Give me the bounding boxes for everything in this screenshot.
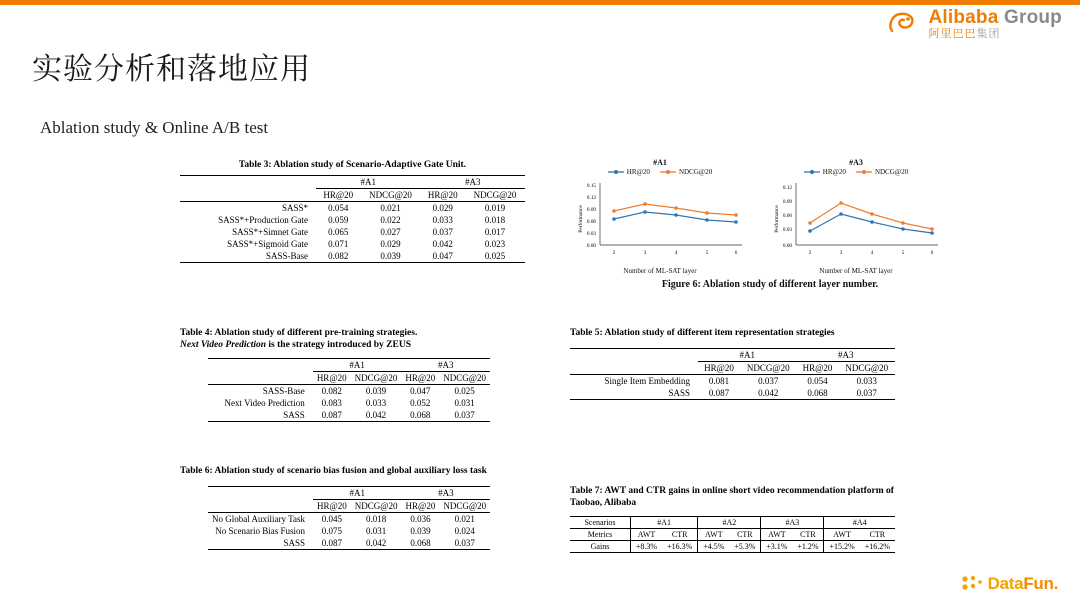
cell: 0.033 bbox=[856, 375, 877, 386]
figure6-block bbox=[570, 158, 970, 290]
cell: +5.3% bbox=[729, 540, 761, 552]
metric: AWT bbox=[761, 528, 793, 540]
row-label: SASS bbox=[208, 409, 313, 422]
cell: 0.042 bbox=[351, 537, 402, 550]
svg-text:Performance: Performance bbox=[774, 205, 780, 233]
legend-item-ndcg bbox=[660, 168, 712, 176]
table6-caption: Table 6: Ablation study of scenario bias fusion and global auxiliary loss task bbox=[180, 466, 487, 476]
cell: 0.054 bbox=[328, 202, 349, 213]
table6-group-a3: #A3 bbox=[402, 486, 491, 499]
svg-text:0.00: 0.00 bbox=[782, 243, 792, 249]
cell: +1.2% bbox=[792, 540, 824, 552]
table4 bbox=[208, 358, 490, 422]
table-row bbox=[180, 226, 525, 238]
figure6-charts bbox=[570, 158, 970, 275]
table6-block bbox=[180, 466, 490, 550]
cell: 0.037 bbox=[758, 375, 779, 386]
cell: +3.1% bbox=[761, 540, 793, 552]
svg-text:0.09: 0.09 bbox=[586, 207, 596, 213]
table7-scenario-a4: #A4 bbox=[824, 516, 895, 528]
svg-text:4: 4 bbox=[674, 250, 678, 256]
table7-scenario-a2: #A2 bbox=[698, 516, 761, 528]
metric: HR@20 bbox=[313, 371, 351, 384]
row-label: SASS*+Simnet Gate bbox=[232, 226, 308, 237]
table7-scenario-a1: #A1 bbox=[631, 516, 698, 528]
cell: 0.068 bbox=[796, 387, 838, 400]
svg-text:0.12: 0.12 bbox=[586, 195, 596, 201]
table-header-row bbox=[570, 516, 895, 528]
cell: 0.021 bbox=[454, 513, 475, 524]
cell: +15.2% bbox=[824, 540, 860, 552]
metric: NDCG@20 bbox=[839, 361, 896, 374]
table-metric-row bbox=[180, 188, 525, 201]
metric: HR@20 bbox=[401, 371, 439, 384]
table-row bbox=[180, 214, 525, 226]
legend-item-ndcg bbox=[856, 168, 908, 176]
cell: 0.082 bbox=[321, 385, 342, 396]
table4-group-a3: #A3 bbox=[401, 358, 490, 371]
row-label: SASS-Base bbox=[262, 385, 305, 396]
table5-block bbox=[570, 328, 900, 400]
svg-text:0.09: 0.09 bbox=[782, 199, 792, 205]
cell: 0.045 bbox=[321, 513, 342, 524]
cell: 0.033 bbox=[365, 397, 387, 408]
cell: 0.059 bbox=[328, 214, 349, 225]
row-label: SASS* bbox=[281, 202, 308, 213]
cell: 0.087 bbox=[698, 387, 740, 400]
legend-label: HR@20 bbox=[626, 168, 650, 176]
cell: 0.018 bbox=[484, 214, 506, 225]
table7-metrics-row bbox=[570, 528, 895, 540]
cell: 0.037 bbox=[839, 387, 896, 400]
cell: 0.017 bbox=[484, 226, 506, 237]
cell: 0.065 bbox=[328, 226, 349, 237]
table-row bbox=[180, 238, 525, 250]
brand-name-en: Alibaba bbox=[928, 7, 999, 28]
metric: NDCG@20 bbox=[740, 361, 796, 374]
table4-caption-italic: Next Video Prediction bbox=[180, 339, 267, 350]
metric: AWT bbox=[698, 528, 730, 540]
row-label: SASS*+Production Gate bbox=[218, 214, 308, 225]
table4-caption-line1: Table 4: Ablation study of different pre-training strategies. bbox=[180, 328, 418, 338]
table6 bbox=[208, 486, 490, 550]
table7-caption: Table 7: AWT and CTR gains in online short video recommendation platform of Taobao, Alibaba bbox=[570, 486, 894, 508]
metric: NDCG@20 bbox=[351, 371, 402, 384]
table-header-row bbox=[180, 175, 525, 188]
cell: 0.037 bbox=[439, 409, 490, 422]
cell: 0.022 bbox=[380, 214, 401, 225]
table4-group-a1: #A1 bbox=[313, 358, 402, 371]
cell: 0.039 bbox=[361, 250, 421, 263]
cell: 0.087 bbox=[313, 537, 351, 550]
table7-gains-header: Gains bbox=[570, 540, 631, 552]
row-label: SASS*+Sigmoid Gate bbox=[227, 238, 308, 249]
table3-metric-2: HR@20 bbox=[420, 188, 465, 201]
cell: 0.068 bbox=[401, 409, 439, 422]
legend-item-hr bbox=[804, 168, 846, 176]
cell: 0.039 bbox=[365, 385, 387, 396]
svg-text:0.06: 0.06 bbox=[586, 219, 596, 225]
table7-gains-row bbox=[570, 540, 895, 552]
cell: 0.083 bbox=[321, 397, 342, 408]
svg-text:0.06: 0.06 bbox=[782, 213, 792, 219]
chart-a1-plot bbox=[570, 177, 750, 267]
cell: 0.042 bbox=[351, 409, 402, 422]
metric: NDCG@20 bbox=[439, 499, 490, 512]
table-row bbox=[208, 525, 490, 537]
brand-group-en: Group bbox=[1004, 7, 1062, 28]
table5-group-a1: #A1 bbox=[698, 348, 796, 361]
svg-text:4: 4 bbox=[870, 250, 874, 256]
table6-group-a1: #A1 bbox=[313, 486, 402, 499]
datafun-logo bbox=[961, 574, 1058, 594]
table-row bbox=[180, 201, 525, 214]
cell: 0.052 bbox=[410, 397, 431, 408]
chart-a3 bbox=[766, 158, 946, 275]
row-label: Single Item Embedding bbox=[604, 375, 690, 386]
cell: 0.031 bbox=[366, 525, 387, 536]
table-header-row bbox=[570, 348, 895, 361]
chart-a1-xlabel: Number of ML-SAT layer bbox=[623, 267, 697, 275]
legend-item-hr bbox=[608, 168, 650, 176]
chart-a1-title: #A1 bbox=[653, 158, 667, 167]
cell: +8.3% bbox=[631, 540, 663, 552]
metric: NDCG@20 bbox=[351, 499, 402, 512]
cell: 0.025 bbox=[454, 385, 475, 396]
page-title: 实验分析和落地应用 bbox=[32, 52, 311, 87]
table-row bbox=[180, 250, 525, 263]
table-row bbox=[208, 537, 490, 550]
metric: HR@20 bbox=[796, 361, 838, 374]
chart-a3-title: #A3 bbox=[849, 158, 863, 167]
datafun-text-main: Data bbox=[987, 574, 1024, 593]
metric: HR@20 bbox=[313, 499, 351, 512]
cell: 0.042 bbox=[740, 387, 796, 400]
table3 bbox=[180, 175, 525, 263]
chart-a3-plot bbox=[766, 177, 946, 267]
cell: 0.036 bbox=[410, 513, 431, 524]
table-header-row bbox=[208, 486, 490, 499]
metric: HR@20 bbox=[698, 361, 740, 374]
table4-caption-rest: is the strategy introduced by ZEUS bbox=[266, 339, 412, 350]
table4-caption bbox=[180, 328, 490, 352]
alibaba-group-logo bbox=[888, 8, 1062, 40]
row-label: SASS bbox=[208, 537, 313, 550]
metric: CTR bbox=[662, 528, 698, 540]
cell: 0.025 bbox=[465, 250, 525, 263]
svg-text:6: 6 bbox=[930, 250, 934, 256]
chart-a1 bbox=[570, 158, 750, 275]
table7-metrics-header: Metrics bbox=[570, 528, 631, 540]
figure6-caption: Figure 6: Ablation study of different layer number. bbox=[661, 279, 879, 290]
metric: CTR bbox=[792, 528, 824, 540]
svg-text:0.03: 0.03 bbox=[782, 227, 792, 233]
svg-text:5: 5 bbox=[705, 250, 709, 256]
alibaba-mark-icon bbox=[888, 11, 922, 37]
cell: +16.3% bbox=[662, 540, 698, 552]
svg-text:0.00: 0.00 bbox=[586, 243, 596, 249]
cell: 0.071 bbox=[328, 238, 349, 249]
datafun-dots-icon bbox=[961, 575, 983, 593]
table-metric-row bbox=[208, 499, 490, 512]
svg-text:3: 3 bbox=[643, 250, 647, 256]
cell: +4.5% bbox=[698, 540, 730, 552]
svg-text:2: 2 bbox=[808, 250, 812, 256]
top-accent-bar bbox=[0, 0, 1080, 5]
cell: 0.023 bbox=[484, 238, 506, 249]
cell: 0.042 bbox=[432, 238, 453, 249]
svg-text:2: 2 bbox=[612, 250, 616, 256]
svg-text:3: 3 bbox=[839, 250, 843, 256]
cell: 0.047 bbox=[420, 250, 465, 263]
cell: 0.021 bbox=[380, 202, 401, 213]
table7-scenario-a3: #A3 bbox=[761, 516, 824, 528]
row-label: SASS bbox=[570, 387, 698, 400]
brand-group-cn: 集团 bbox=[976, 28, 1001, 40]
table-row bbox=[208, 512, 490, 525]
cell: 0.081 bbox=[708, 375, 730, 386]
svg-text:5: 5 bbox=[901, 250, 905, 256]
table5-caption: Table 5: Ablation study of different item representation strategies bbox=[570, 328, 835, 338]
cell: 0.024 bbox=[454, 525, 475, 536]
table3-metric-3: NDCG@20 bbox=[465, 188, 525, 201]
table-row bbox=[208, 409, 490, 422]
cell: 0.027 bbox=[380, 226, 401, 237]
section-subtitle: Ablation study & Online A/B test bbox=[40, 118, 269, 137]
row-label: No Global Auxiliary Task bbox=[212, 513, 305, 524]
row-label: SASS-Base bbox=[180, 250, 316, 263]
metric: AWT bbox=[631, 528, 663, 540]
table-metric-row bbox=[208, 371, 490, 384]
metric: CTR bbox=[860, 528, 895, 540]
table5-group-a3: #A3 bbox=[796, 348, 895, 361]
table3-metric-1: NDCG@20 bbox=[361, 188, 421, 201]
metric: HR@20 bbox=[402, 499, 440, 512]
cell: 0.031 bbox=[454, 397, 475, 408]
cell: 0.029 bbox=[432, 202, 453, 213]
cell: 0.039 bbox=[410, 525, 431, 536]
cell: +16.2% bbox=[860, 540, 895, 552]
table4-block bbox=[180, 328, 490, 422]
table-row bbox=[208, 397, 490, 409]
cell: 0.087 bbox=[313, 409, 351, 422]
metric: NDCG@20 bbox=[439, 371, 490, 384]
table7 bbox=[570, 516, 895, 553]
cell: 0.019 bbox=[484, 202, 506, 213]
svg-text:0.03: 0.03 bbox=[586, 231, 596, 237]
brand-name-cn: 阿里巴巴 bbox=[928, 28, 977, 40]
svg-text:0.12: 0.12 bbox=[782, 185, 792, 191]
row-label: No Scenario Bias Fusion bbox=[215, 525, 305, 536]
table3-group-a3: #A3 bbox=[420, 175, 525, 188]
datafun-text-sub: Fun. bbox=[1023, 574, 1058, 593]
table-header-row bbox=[208, 358, 490, 371]
table-row bbox=[570, 374, 895, 387]
cell: 0.068 bbox=[402, 537, 440, 550]
table3-block bbox=[180, 160, 525, 263]
row-label: Next Video Prediction bbox=[224, 397, 305, 408]
metric: CTR bbox=[729, 528, 761, 540]
table-metric-row bbox=[570, 361, 895, 374]
legend-label: HR@20 bbox=[822, 168, 846, 176]
cell: 0.054 bbox=[807, 375, 828, 386]
table3-metric-0: HR@20 bbox=[316, 188, 361, 201]
cell: 0.029 bbox=[380, 238, 401, 249]
table3-group-a1: #A1 bbox=[316, 175, 420, 188]
cell: 0.047 bbox=[410, 385, 431, 396]
table7-scenarios-header: Scenarios bbox=[570, 516, 631, 528]
cell: 0.075 bbox=[321, 525, 342, 536]
table7-block bbox=[570, 486, 900, 553]
legend-label: NDCG@20 bbox=[874, 168, 909, 176]
chart-a1-legend bbox=[570, 168, 750, 176]
table-row bbox=[570, 387, 895, 400]
table3-caption: Table 3: Ablation study of Scenario-Adaptive Gate Unit. bbox=[238, 160, 467, 170]
cell: 0.033 bbox=[432, 214, 453, 225]
cell: 0.018 bbox=[366, 513, 387, 524]
cell: 0.037 bbox=[439, 537, 490, 550]
table-row bbox=[208, 384, 490, 397]
cell: 0.082 bbox=[316, 250, 361, 263]
metric: AWT bbox=[824, 528, 860, 540]
svg-text:6: 6 bbox=[734, 250, 738, 256]
chart-a3-legend bbox=[766, 168, 946, 176]
table5 bbox=[570, 348, 895, 400]
svg-text:Performance: Performance bbox=[578, 205, 584, 233]
legend-label: NDCG@20 bbox=[678, 168, 713, 176]
cell: 0.037 bbox=[432, 226, 453, 237]
chart-a3-xlabel: Number of ML-SAT layer bbox=[819, 267, 893, 275]
svg-text:0.15: 0.15 bbox=[586, 183, 596, 189]
